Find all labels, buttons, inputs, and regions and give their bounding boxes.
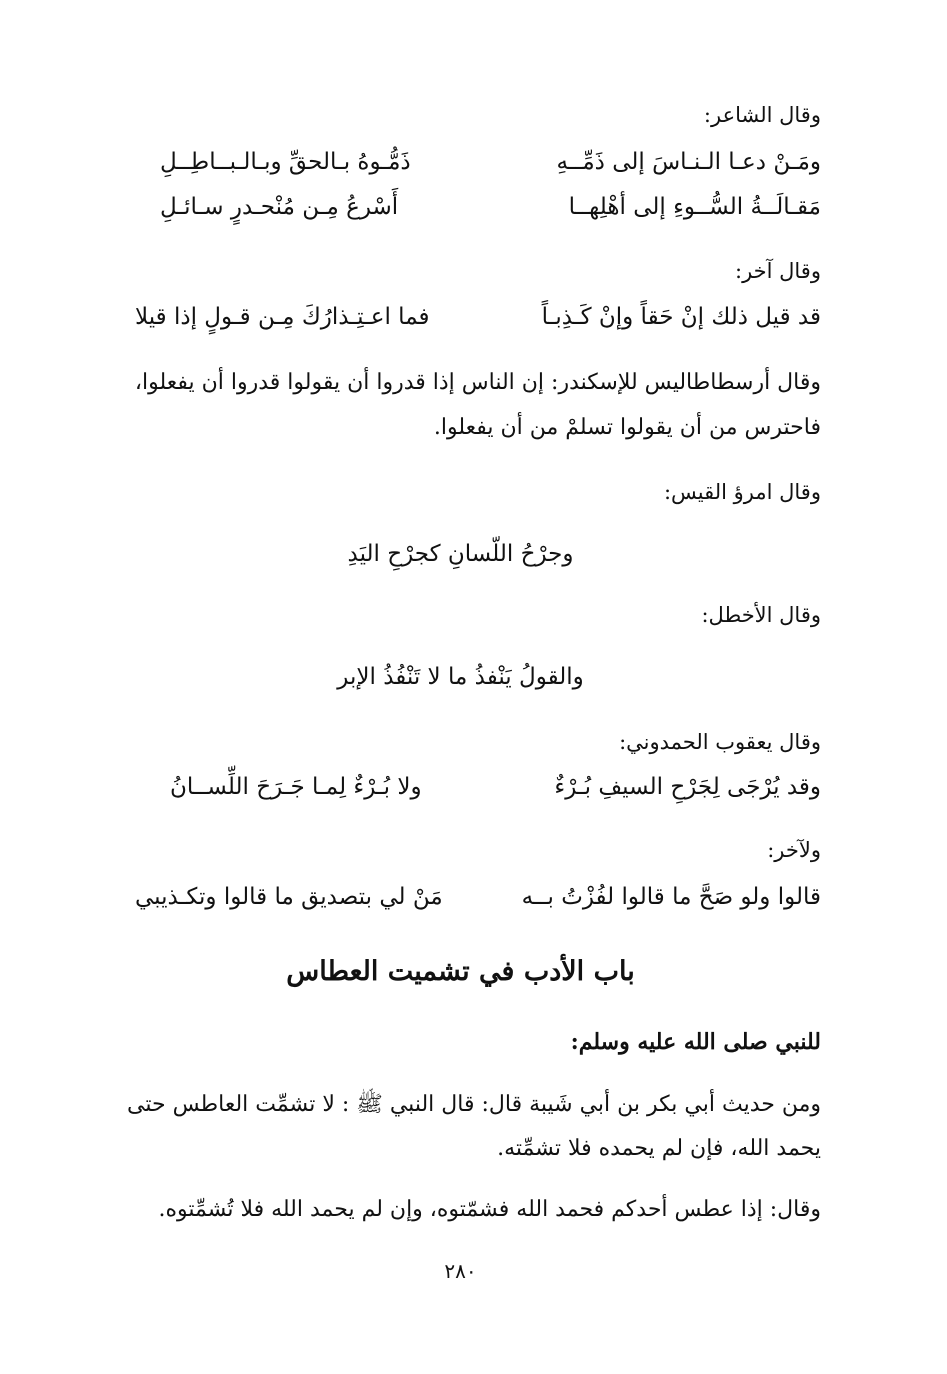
verse-line: [160, 145, 821, 179]
verse-hemistich-first: وقد يُرْجَى لِجَرْحِ السيفِ بُـرْءٌ: [554, 774, 821, 800]
verse-line: [160, 190, 821, 224]
quoted-verse: والقولُ يَنْفذُ ما لا تَنْفُذُ الإبر: [337, 664, 584, 690]
speaker-label: وقال آخر:: [735, 259, 821, 283]
verse-line: [135, 880, 821, 914]
speaker-label: ولآخر:: [767, 838, 821, 862]
paragraph-line: ومن حديث أبي بكر بن أبي شَيبة قال: قال النبي ﷺ : لا تشمِّت العاطس حتى: [127, 1092, 821, 1117]
speaker-label: وقال الشاعر:: [703, 103, 821, 127]
verse-hemistich-second: مَنْ لي بتصديق ما قالوا وتكـذيبي: [135, 884, 443, 910]
quoted-verse: وجرْحُ اللّسانِ كجرْحِ اليَدِ: [347, 541, 574, 567]
verse-hemistich-first: قد قيل ذلك إنْ حَقاً وإنْ كَـذِبـاً: [541, 304, 821, 330]
verse-line: [170, 770, 821, 804]
speaker-label: وقال يعقوب الحمدوني:: [619, 730, 821, 754]
section-title: باب الأدب في تشميت العطاس: [286, 956, 635, 987]
verse-hemistich-first: مَقـالَــةُ السُّــوءِ إلى أهْلِهــا: [568, 194, 821, 220]
page-number: ٢٨٠: [444, 1259, 477, 1283]
paragraph-line: فاحترس من أن يقولوا تسلمْ من أن يفعلوا.: [433, 415, 821, 440]
paragraph-line: يحمد الله، فإن لم يحمده فلا تشمِّته.: [497, 1136, 821, 1161]
verse-hemistich-second: ذَمُّـوهُ بـالحقِّ وبـالـبــاطِــلِ: [160, 149, 411, 175]
verse-hemistich-second: ولا بُـرْءٌ لِمـا جَـرَحَ اللِّســانُ: [170, 774, 422, 800]
section-subtitle: للنبي صلى الله عليه وسلم:: [570, 1029, 821, 1055]
speaker-label: وقال الأخطل:: [701, 603, 821, 627]
verse-hemistich-second: فما اعـتِـذارُكَ مِـن قـولٍ إذا قيلا: [135, 304, 430, 330]
verse-hemistich-first: ومَـنْ دعـا الـنـاسَ إلى ذَمِّــهِ: [556, 149, 821, 175]
verse-hemistich-first: قالوا ولو صَحَّ ما قالوا لفُزْتُ بــه: [521, 884, 821, 910]
speaker-label: وقال امرؤ القيس:: [663, 480, 821, 504]
paragraph-line: وقال أرسطاطاليس للإسكندر: إن الناس إذا قدروا أن يقولوا قدروا أن يفعلوا،: [134, 370, 821, 395]
paragraph-line: وقال: إذا عطس أحدكم فحمد الله فشمّتوه، وإن لم يحمد الله فلا تُشمِّتوه.: [158, 1197, 821, 1222]
verse-hemistich-second: أَسْرعُ مِـن مُنْحـدرٍ سـائـلِ: [160, 194, 399, 220]
verse-line: [135, 300, 821, 334]
